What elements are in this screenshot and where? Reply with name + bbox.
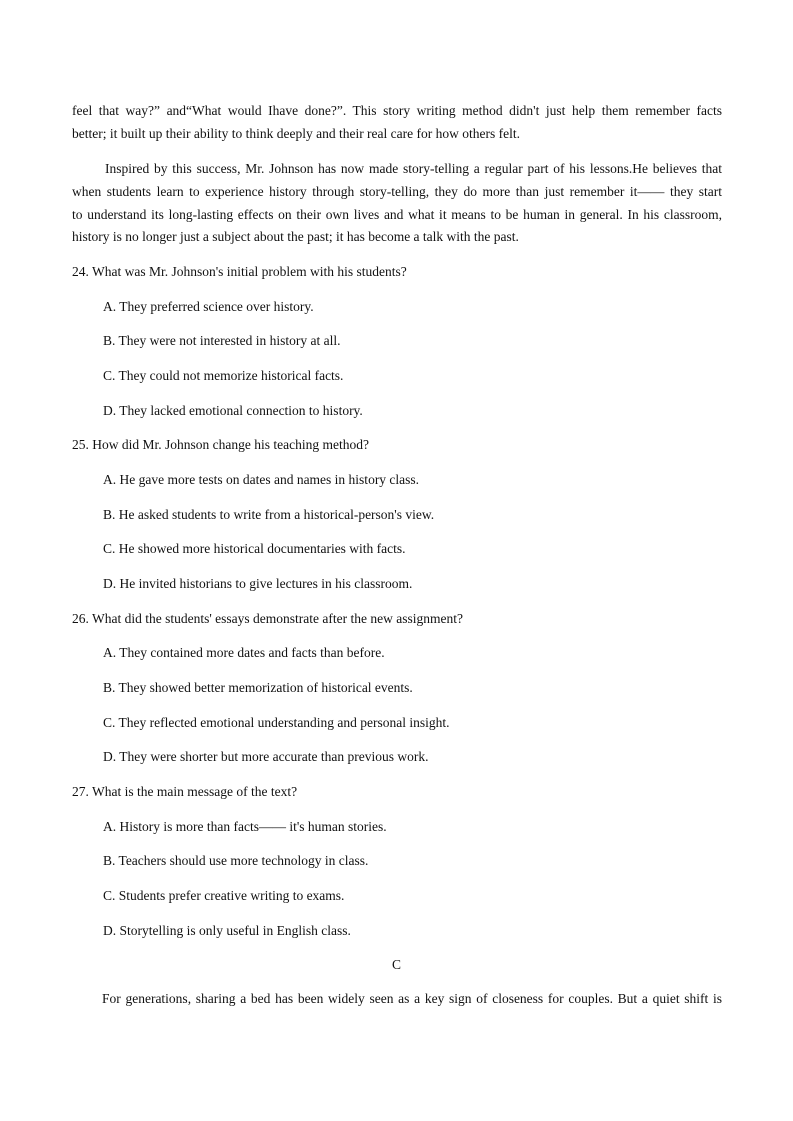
question-26-option-d: D. They were shorter but more accurate than previous work. (103, 749, 429, 764)
question-24-option-d: D. They lacked emotional connection to history. (103, 403, 363, 418)
question-25-option-b: B. He asked students to write from a historical-person's view. (103, 507, 435, 522)
text-line: history is no longer just a subject about the past; it has become a talk with the past. (72, 229, 519, 245)
text-line: For generations, sharing a bed has been widely seen as a key sign of closeness for couples. But a quiet shift is (102, 991, 722, 1006)
passage-b-paragraph-2 (72, 158, 722, 249)
question-27-stem: 27. What is the main message of the text? (72, 784, 298, 799)
question-26-option-a: A. They contained more dates and facts than before. (103, 645, 385, 660)
question-27-option-b: B. Teachers should use more technology in class. (103, 853, 369, 868)
question-25-option-c: C. He showed more historical documentaries with facts. (103, 541, 406, 556)
text-line: to understand its long-lasting effects on their own lives and what it means to be human in general. In his classroom, (72, 206, 722, 222)
question-25-option-a: A. He gave more tests on dates and names in history class. (103, 472, 420, 487)
question-26-option-b: B. They showed better memorization of historical events. (103, 680, 413, 695)
question-27-option-a: A. History is more than facts—— it's human stories. (103, 819, 387, 834)
passage-c-paragraph-1 (72, 988, 722, 1011)
passage-c-heading: C (391, 957, 401, 972)
question-24-option-a: A. They preferred science over history. (103, 299, 314, 314)
question-25-option-d: D. He invited historians to give lectures in his classroom. (103, 576, 413, 591)
passage-b-paragraph-1 (72, 100, 722, 146)
question-24-option-b: B. They were not interested in history at all. (103, 333, 341, 348)
question-26-option-c: C. They reflected emotional understanding and personal insight. (103, 715, 450, 730)
question-27-option-c: C. Students prefer creative writing to exams. (103, 888, 345, 903)
text-line: feel that way?” and“What would Ihave done?”. This story writing method didn't just help them remember facts (72, 103, 722, 118)
question-25-stem: 25. How did Mr. Johnson change his teaching method? (72, 437, 369, 452)
question-26-stem: 26. What did the students' essays demonstrate after the new assignment? (72, 611, 463, 626)
question-27-option-d: D. Storytelling is only useful in English class. (103, 923, 351, 938)
question-24-stem: 24. What was Mr. Johnson's initial problem with his students? (72, 264, 407, 279)
text-line: when students learn to experience history through story-telling, they do more than just remember it—— they start (72, 183, 722, 199)
question-24-option-c: C. They could not memorize historical facts. (103, 368, 344, 383)
text-line: Inspired by this success, Mr. Johnson has now made story-telling a regular part of his lessons.He believes that (105, 161, 722, 176)
text-line: better; it built up their ability to think deeply and their real care for how others felt. (72, 125, 520, 141)
